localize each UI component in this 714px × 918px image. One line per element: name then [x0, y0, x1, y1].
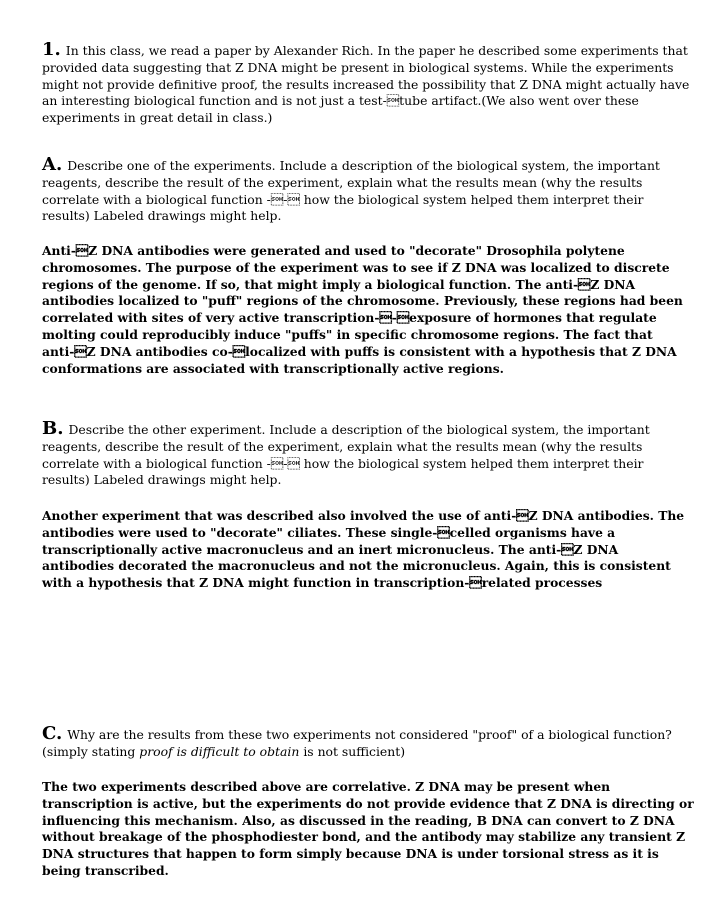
part-c-prompt-text: Why are the results from these two experiments not considered "proof" of a biological function? (simply stating	[42, 727, 672, 759]
part-c-answer: The two experiments described above are correlative. Z DNA may be present when transcription is active, but the experiments do not provide evidence that Z DNA is directing or influencing this mechanism. Also, as discussed in the reading, B DNA can convert to Z DNA without breakage of the phosphodiester bond, and the antibody may stabilize any transient Z DNA structures that happen to form simply because DNA is under torsional stress as it is being transcribed.	[42, 779, 694, 878]
part-c-prompt-italic: proof is difficult to obtain	[139, 743, 300, 759]
question-number: 1.	[42, 39, 61, 60]
part-c-prompt	[42, 723, 694, 761]
part-a-letter: A.	[42, 154, 63, 175]
part-b-answer: Another experiment that was described also involved the use of anti-Z DNA antibodies. The antibodies were used to "decorate" ciliates. These single-celled organisms have a transcriptionally active macronucleus and an inert micronucleus. The anti-Z DNA antibodies decorated the macronucleus and not the micronucleus. Again, this is consistent with a hypothesis that Z DNA might function in transcription-related processes	[42, 508, 685, 591]
part-b-prompt-text: Describe the other experiment. Include a description of the biological system, the important reagents, describe the result of the experiment, explain what the results mean (why the results correlate with a biological function -- how the biological system helped them interpret their results) Labeled drawings might help.	[42, 422, 650, 488]
part-a-prompt-text: Describe one of the experiments. Include a description of the biological system, the important reagents, describe the result of the experiment, explain what the results mean (why the results correlate with a biological function -- how the biological system helped them interpret their results) Labeled drawings might help.	[42, 158, 660, 224]
part-c-prompt-end: is not sufficient)	[303, 743, 406, 759]
part-b-prompt	[42, 418, 694, 489]
part-a-prompt	[42, 154, 694, 225]
part-b-letter: B.	[42, 418, 64, 439]
question-1	[42, 39, 694, 127]
question-1-text: In this class, we read a paper by Alexander Rich. In the paper he described some experiments that provided data suggesting that Z DNA might be present in biological systems. While the experiments might not provide definitive proof, the results increased the possibility that Z DNA might actually have an interesting biological function and is not just a test-tube artifact.(We also went over these experiments in great detail in class.)	[42, 43, 690, 126]
part-c-letter: C.	[42, 723, 63, 744]
part-a-answer: Anti-Z DNA antibodies were generated and used to "decorate" Drosophila polytene chromosomes. The purpose of the experiment was to see if Z DNA was localized to discrete regions of the genome. If so, that might imply a biological function. The anti-Z DNA antibodies localized to "puff" regions of the chromosome. Previously, these regions had been correlated with sites of very active transcription--exposure of hormones that regulate molting could reproducibly induce "puffs" in specific chromosome regions. The fact that anti-Z DNA antibodies co-localized with puffs is consistent with a hypothesis that Z DNA conformations are associated with transcriptionally active regions.	[42, 243, 683, 376]
